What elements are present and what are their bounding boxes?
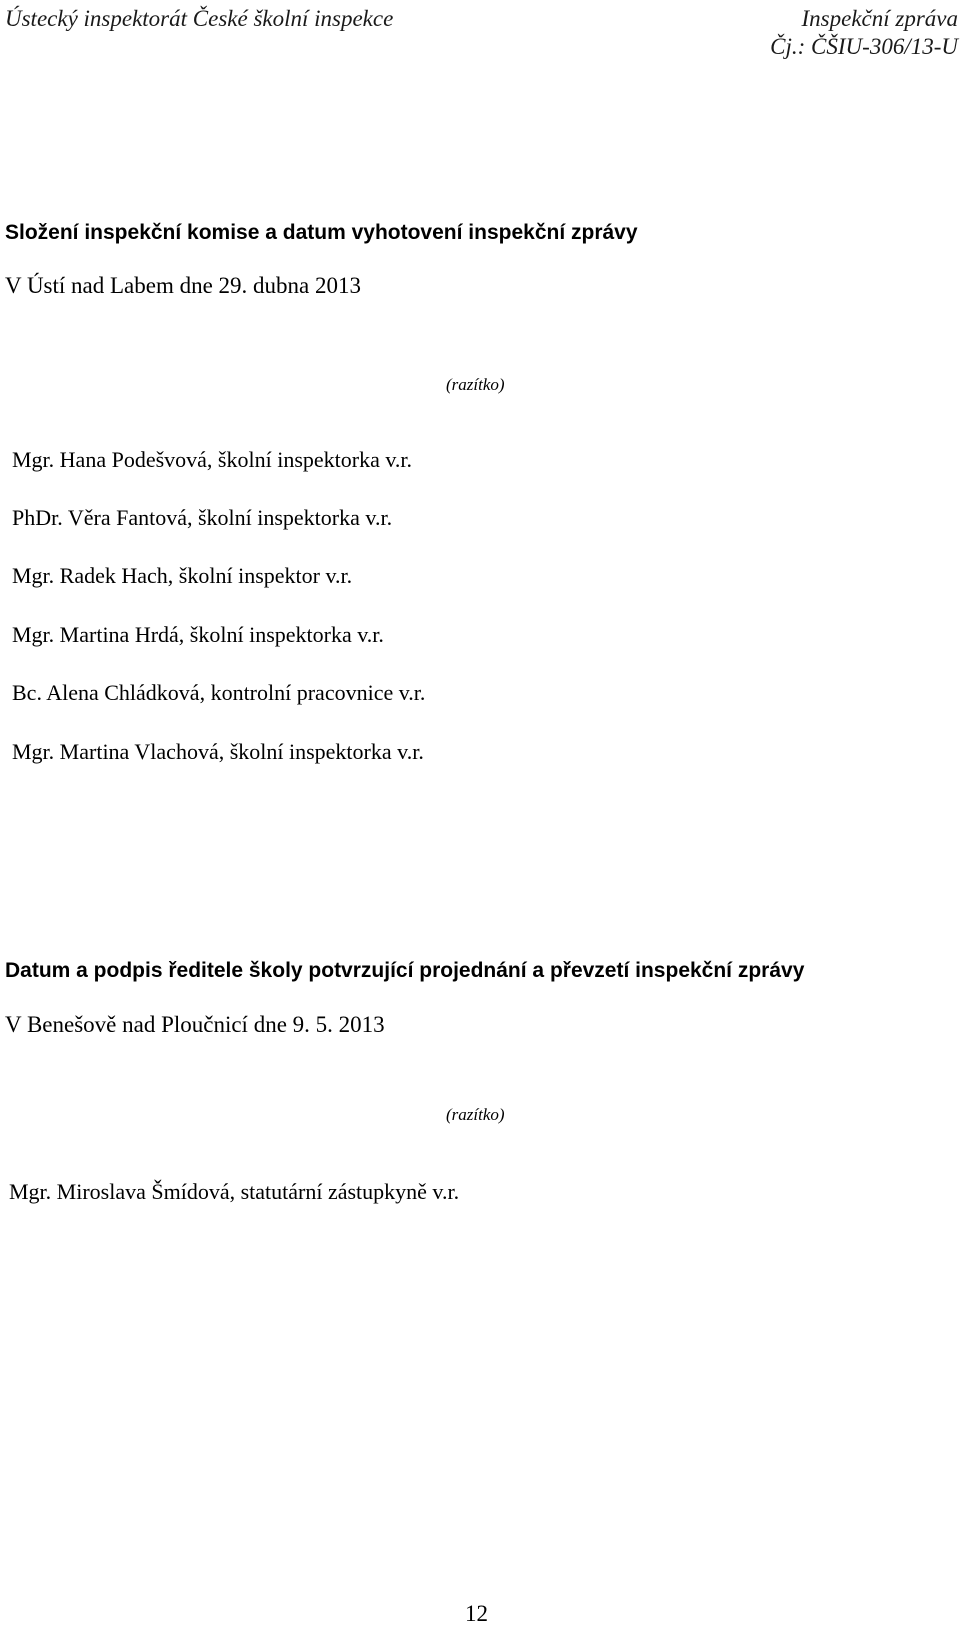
page-number: 12	[465, 1601, 488, 1626]
commission-member: PhDr. Věra Fantová, školní inspektorka v.r.	[12, 505, 393, 530]
school-signatory: Mgr. Miroslava Šmídová, statutární zástupkyně v.r.	[9, 1179, 460, 1204]
section2-place-date: V Benešově nad Ploučnicí dne 9. 5. 2013	[5, 1012, 385, 1037]
section1-heading: Složení inspekční komise a datum vyhotovení inspekční zprávy	[5, 221, 638, 244]
section2-heading: Datum a podpis ředitele školy potvrzující projednání a převzetí inspekční zprávy	[5, 959, 805, 982]
header-reference-number: Čj.: ČŠIU-306/13-U	[770, 34, 958, 59]
commission-member: Mgr. Radek Hach, školní inspektor v.r.	[12, 563, 353, 588]
section2-stamp-label: (razítko)	[446, 1105, 505, 1124]
header-left-title: Ústecký inspektorát České školní inspekce	[5, 6, 394, 31]
header-document-type: Inspekční zpráva	[801, 6, 958, 31]
commission-member: Mgr. Hana Podešvová, školní inspektorka v.r.	[12, 447, 413, 472]
section1-place-date: V Ústí nad Labem dne 29. dubna 2013	[5, 273, 362, 298]
section1-stamp-label: (razítko)	[446, 375, 505, 394]
commission-member: Mgr. Martina Hrdá, školní inspektorka v.r.	[12, 622, 384, 647]
commission-member: Bc. Alena Chládková, kontrolní pracovnice v.r.	[12, 680, 426, 705]
commission-member: Mgr. Martina Vlachová, školní inspektorka v.r.	[12, 739, 424, 764]
